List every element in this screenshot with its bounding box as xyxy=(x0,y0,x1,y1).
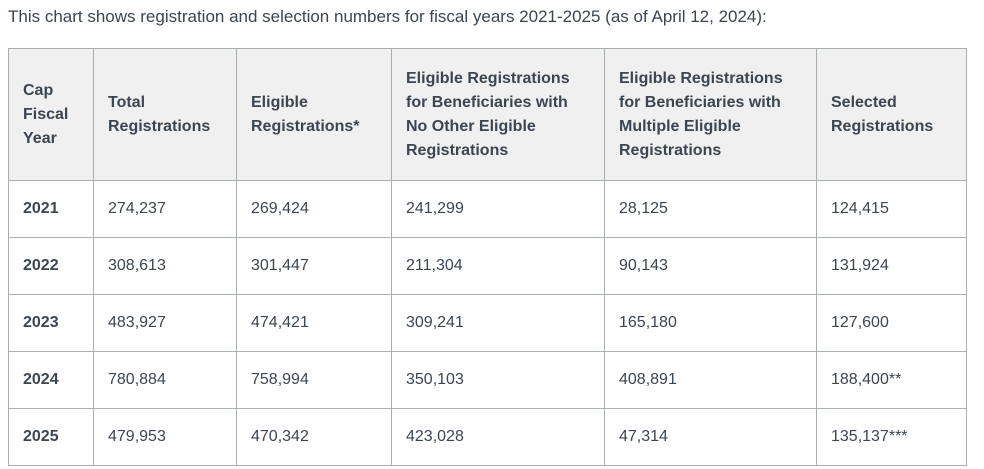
table-body xyxy=(9,181,967,466)
data-cell: 135,137*** xyxy=(817,409,967,466)
data-cell: 474,421 xyxy=(237,295,392,352)
data-cell: 780,884 xyxy=(94,352,237,409)
col-header-total-registrations: Total Registrations xyxy=(94,49,237,181)
col-header-selected-registrations: Selected Registrations xyxy=(817,49,967,181)
data-cell: 90,143 xyxy=(605,238,817,295)
data-cell: 165,180 xyxy=(605,295,817,352)
data-cell: 423,028 xyxy=(392,409,605,466)
table-row-2024 xyxy=(9,352,967,409)
registration-selection-table xyxy=(8,48,967,466)
col-header-eligible-no-other: Eligible Registrations for Beneficiaries with No Other Eligible Registrations xyxy=(392,49,605,181)
col-header-eligible-registrations: Eligible Registrations* xyxy=(237,49,392,181)
data-cell: 408,891 xyxy=(605,352,817,409)
data-cell: 269,424 xyxy=(237,181,392,238)
year-cell: 2025 xyxy=(9,409,94,466)
intro-text: This chart shows registration and selection numbers for fiscal years 2021-2025 (as of April 12, 2024): xyxy=(8,7,767,26)
data-cell: 274,237 xyxy=(94,181,237,238)
data-cell: 188,400** xyxy=(817,352,967,409)
data-cell: 758,994 xyxy=(237,352,392,409)
year-cell: 2023 xyxy=(9,295,94,352)
table-row-2023 xyxy=(9,295,967,352)
header-row xyxy=(9,49,967,181)
data-cell: 127,600 xyxy=(817,295,967,352)
col-header-eligible-multiple: Eligible Registrations for Beneficiaries with Multiple Eligible Registrations xyxy=(605,49,817,181)
data-cell: 131,924 xyxy=(817,238,967,295)
table-header xyxy=(9,49,967,181)
table-row-2021 xyxy=(9,181,967,238)
table-row-2025 xyxy=(9,409,967,466)
data-cell: 301,447 xyxy=(237,238,392,295)
data-cell: 124,415 xyxy=(817,181,967,238)
data-cell: 470,342 xyxy=(237,409,392,466)
year-cell: 2021 xyxy=(9,181,94,238)
data-cell: 309,241 xyxy=(392,295,605,352)
data-cell: 479,953 xyxy=(94,409,237,466)
col-header-cap-fiscal-year: Cap Fiscal Year xyxy=(9,49,94,181)
table-row-2022 xyxy=(9,238,967,295)
year-cell: 2024 xyxy=(9,352,94,409)
data-cell: 483,927 xyxy=(94,295,237,352)
data-cell: 47,314 xyxy=(605,409,817,466)
year-cell: 2022 xyxy=(9,238,94,295)
data-cell: 28,125 xyxy=(605,181,817,238)
data-cell: 211,304 xyxy=(392,238,605,295)
data-cell: 308,613 xyxy=(94,238,237,295)
data-cell: 241,299 xyxy=(392,181,605,238)
data-cell: 350,103 xyxy=(392,352,605,409)
